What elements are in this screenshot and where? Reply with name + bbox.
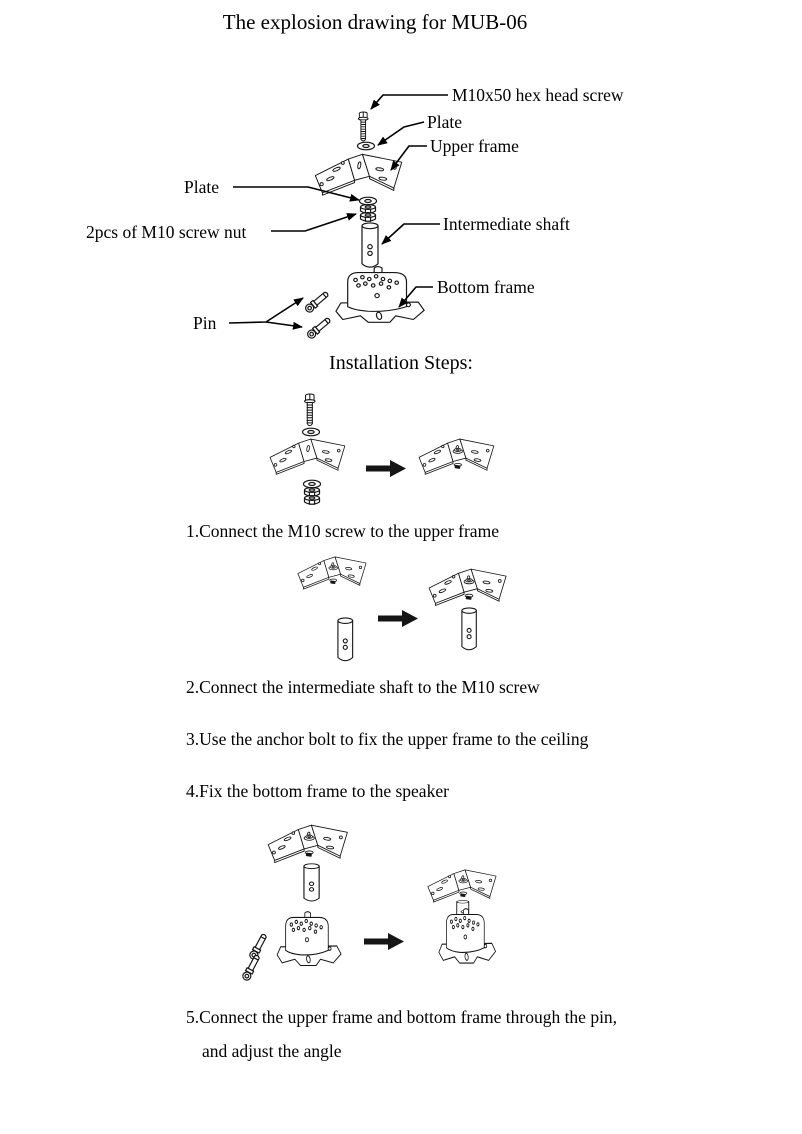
- label-bottom-frame: Bottom frame: [437, 277, 535, 297]
- leader-line-pin-2: [266, 322, 302, 327]
- leader-line-hex-screw: [371, 95, 448, 109]
- step1-arrow-icon: [366, 460, 406, 477]
- page-title: The explosion drawing for MUB-06: [222, 10, 528, 34]
- plate-washer-mid-drawing: [360, 197, 377, 205]
- step5-arrow-icon: [364, 933, 404, 950]
- step1-parts-drawing: [270, 394, 345, 504]
- installation-steps-heading: Installation Steps:: [329, 352, 473, 374]
- label-hex-screw: M10x50 hex head screw: [452, 85, 624, 105]
- exploded-view-diagram: [0, 60, 802, 350]
- step5-illustration: [0, 815, 802, 1000]
- step-2-text: 2.Connect the intermediate shaft to the M10 screw: [186, 677, 540, 697]
- screw-nuts-drawing: [361, 205, 376, 222]
- leader-line-pin-1: [229, 298, 303, 323]
- label-screw-nut: 2pcs of M10 screw nut: [86, 222, 247, 242]
- plate-washer-top-drawing: [358, 142, 375, 150]
- label-upper-frame: Upper frame: [430, 136, 519, 156]
- step-5-text-line2: and adjust the angle: [202, 1041, 342, 1061]
- step1-result-drawing: [419, 439, 494, 474]
- step-1-text: 1.Connect the M10 screw to the upper frame: [186, 521, 499, 541]
- step2-arrow-icon: [378, 610, 418, 627]
- intermediate-shaft-drawing: [362, 223, 378, 267]
- label-plate-top: Plate: [427, 112, 462, 132]
- upper-frame-drawing: [315, 154, 401, 195]
- leader-line-plate-left: [233, 187, 359, 200]
- label-intermediate-shaft: Intermediate shaft: [443, 214, 570, 234]
- step-3-text: 3.Use the anchor bolt to fix the upper frame to the ceiling: [186, 729, 589, 749]
- hex-screw-drawing: [358, 112, 368, 141]
- step2-parts-drawing: [298, 557, 366, 661]
- label-plate-left: Plate: [184, 177, 219, 197]
- step1-illustration: [0, 388, 802, 512]
- step5-parts-drawing: [241, 825, 347, 981]
- step2-result-drawing: [429, 569, 506, 650]
- step2-illustration: [0, 553, 802, 667]
- step-4-text: 4.Fix the bottom frame to the speaker: [186, 781, 449, 801]
- step5-result-drawing: [428, 870, 496, 963]
- pins-drawing: [304, 290, 332, 339]
- leader-line-screw-nut: [271, 214, 356, 231]
- leader-line-plate-top: [378, 122, 424, 145]
- leader-line-intermediate-shaft: [382, 224, 440, 244]
- bottom-frame-drawing: [336, 267, 424, 323]
- label-pin: Pin: [193, 313, 217, 333]
- step-5-text-line1: 5.Connect the upper frame and bottom frame through the pin,: [186, 1007, 618, 1027]
